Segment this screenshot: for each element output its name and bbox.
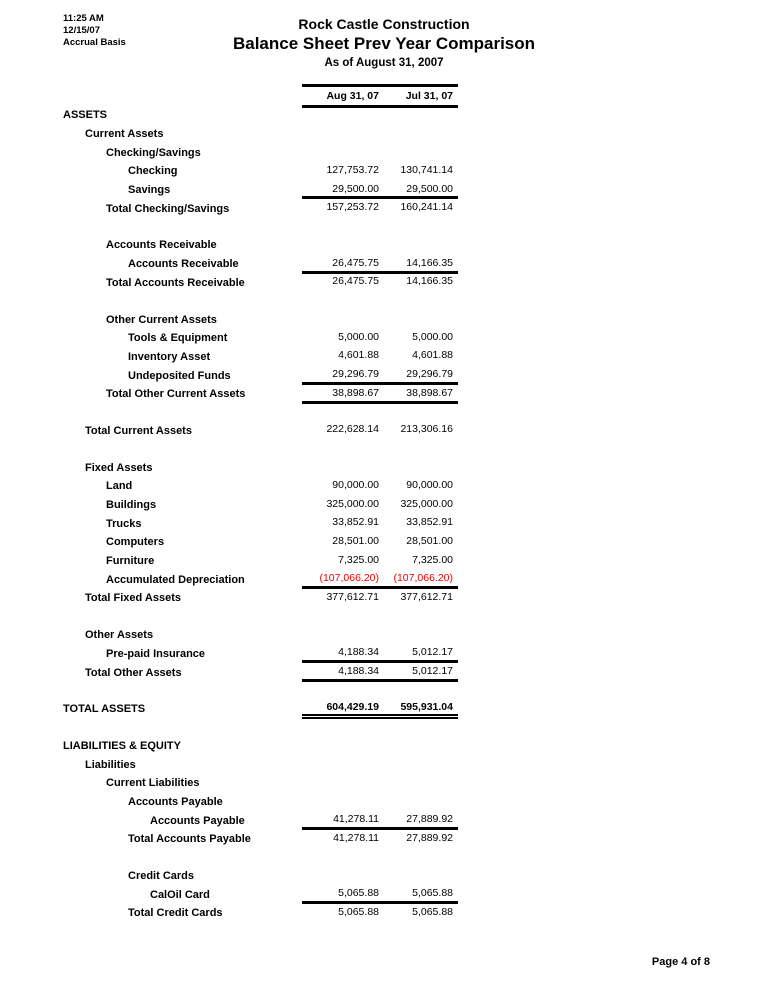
report-title: Balance Sheet Prev Year Comparison [232,34,536,54]
report-row [0,496,768,515]
row-values [302,645,458,664]
row-value-jul: 5,065.88 [412,905,453,918]
row-value-aug: 38,898.67 [332,386,379,399]
report-row [0,663,768,682]
row-value-aug: 5,000.00 [338,330,379,343]
report-subtitle: As of August 31, 2007 [324,56,444,69]
row-value-jul: 5,012.17 [412,646,453,659]
report-date: 12/15/07 [63,25,100,36]
row-label: Total Other Assets [85,666,182,679]
report-row [0,589,768,608]
row-values [302,236,458,255]
row-value-aug: 33,852.91 [332,516,379,529]
row-label: Computers [106,536,165,549]
row-value-jul: 14,166.35 [406,256,453,269]
report-row [0,626,768,645]
row-value-jul: 27,889.92 [406,831,453,844]
row-values [302,310,458,329]
row-value-jul: 28,501.00 [406,534,453,547]
row-label: Checking [128,165,178,178]
row-value-aug: 90,000.00 [332,478,379,491]
row-values [302,199,458,218]
row-label: Accounts Receivable [128,258,239,271]
row-values [302,125,458,144]
row-label: Pre-paid Insurance [106,647,206,660]
report-row [0,885,768,904]
row-values [302,663,458,682]
row-label: Total Accounts Payable [128,833,251,846]
row-values [302,162,458,181]
report-row [0,755,768,774]
row-value-aug: 41,278.11 [333,813,379,826]
row-values [302,885,458,904]
row-label: Accounts Payable [150,814,245,827]
row-value-aug: 26,475.75 [332,256,379,269]
report-row [0,514,768,533]
report-row [0,570,768,589]
row-value-aug: 604,429.19 [326,700,379,713]
report-row [0,255,768,274]
row-values [302,255,458,274]
page-indicator: Page 4 of 8 [651,956,710,968]
row-value-aug: 7,325.00 [338,553,379,566]
report-row [0,552,768,571]
row-label: Tools & Equipment [128,332,228,345]
row-values [302,904,458,923]
report-row [0,162,768,181]
row-value-jul: 90,000.00 [406,478,453,491]
row-value-aug: 325,000.00 [326,497,379,510]
column-label-aug: Aug 31, 07 [326,90,379,102]
row-value-jul: 5,000.00 [412,330,453,343]
report-row [0,737,768,756]
row-values [302,570,458,589]
report-row [0,904,768,923]
column-header [302,84,458,108]
row-value-jul: 595,931.04 [400,700,453,713]
row-value-jul: 5,065.88 [412,887,453,900]
row-label: Accounts Payable [128,795,223,808]
row-label: Fixed Assets [85,461,153,474]
report-row [0,533,768,552]
report-row [0,793,768,812]
row-label: Undeposited Funds [128,369,231,382]
row-value-jul: 27,889.92 [406,813,453,826]
row-values [302,589,458,608]
row-value-aug: 4,188.34 [338,646,379,659]
row-values [302,793,458,812]
report-basis: Accrual Basis [63,37,126,48]
row-value-jul: 213,306.16 [400,423,453,436]
row-values [302,366,458,385]
report-row [0,477,768,496]
row-value-jul: 325,000.00 [400,497,453,510]
report-row [0,125,768,144]
row-values [302,755,458,774]
row-values [302,274,458,293]
row-label: Accumulated Depreciation [106,573,245,586]
report-row [0,310,768,329]
report-row [0,830,768,849]
report-row [0,645,768,664]
row-label: LIABILITIES & EQUITY [63,739,181,752]
row-label: Buildings [106,499,157,512]
row-label: Total Credit Cards [128,907,223,920]
row-label: Checking/Savings [106,146,201,159]
row-value-aug: 222,628.14 [326,423,379,436]
report-row [0,106,768,125]
row-label: Inventory Asset [128,350,211,363]
row-values [302,329,458,348]
report-row [0,867,768,886]
report-row [0,329,768,348]
row-values [302,700,458,719]
report-row [0,458,768,477]
row-values [302,477,458,496]
row-values [302,143,458,162]
row-values [302,348,458,367]
row-values [302,811,458,830]
row-values [302,496,458,515]
report-time: 11:25 AM [63,13,104,24]
row-label: Trucks [106,517,142,530]
row-label: Land [106,480,133,493]
row-value-aug: 4,188.34 [338,665,379,678]
row-label: Liabilities [85,758,136,771]
row-value-jul: 7,325.00 [412,553,453,566]
company-name: Rock Castle Construction [298,16,470,32]
row-label: Total Checking/Savings [106,202,230,215]
report-row [0,385,768,404]
report-row [0,811,768,830]
row-label: Accounts Receivable [106,239,217,252]
report-row [0,348,768,367]
row-value-aug: 41,278.11 [333,831,379,844]
row-label: Current Liabilities [106,777,200,790]
report-row [0,143,768,162]
report-row [0,199,768,218]
row-values [302,737,458,756]
row-value-jul: 5,012.17 [412,665,453,678]
row-value-jul: (107,066.20) [393,572,453,585]
row-value-aug: 377,612.71 [326,590,379,603]
row-values [302,552,458,571]
row-values [302,626,458,645]
row-value-jul: 29,500.00 [406,182,453,195]
report-row [0,236,768,255]
row-label: Credit Cards [128,870,195,883]
row-label: Total Accounts Receivable [106,276,245,289]
row-value-aug: 28,501.00 [332,534,379,547]
column-label-jul: Jul 31, 07 [405,90,453,102]
row-label: Total Current Assets [85,424,192,437]
row-value-aug: 127,753.72 [326,163,379,176]
row-value-jul: 14,166.35 [406,275,453,288]
row-values [302,385,458,404]
row-label: CalOil Card [150,888,210,901]
row-value-aug: 4,601.88 [338,349,379,362]
row-label: TOTAL ASSETS [63,703,146,716]
row-value-aug: 29,500.00 [332,182,379,195]
row-value-jul: 130,741.14 [400,163,453,176]
row-value-jul: 160,241.14 [400,201,453,214]
row-label: Furniture [106,555,155,568]
row-value-aug: (107,066.20) [319,572,379,585]
report-row [0,774,768,793]
row-value-jul: 29,296.79 [406,368,453,381]
report-row [0,366,768,385]
row-values [302,774,458,793]
row-value-jul: 377,612.71 [400,590,453,603]
row-value-jul: 38,898.67 [406,386,453,399]
row-label: Other Assets [85,629,154,642]
row-values [302,106,458,125]
report-row [0,422,768,441]
row-label: Total Other Current Assets [106,388,246,401]
row-value-aug: 5,065.88 [338,905,379,918]
row-value-jul: 4,601.88 [412,349,453,362]
row-value-jul: 33,852.91 [406,516,453,529]
row-label: Current Assets [85,128,164,141]
row-value-aug: 26,475.75 [332,275,379,288]
row-values [302,533,458,552]
row-value-aug: 29,296.79 [332,368,379,381]
row-value-aug: 5,065.88 [338,887,379,900]
row-values [302,514,458,533]
row-value-aug: 157,253.72 [326,201,379,214]
row-values [302,458,458,477]
row-label: Savings [128,184,171,197]
report-rows [0,106,768,923]
report-row [0,700,768,719]
row-values [302,422,458,441]
title-block [0,16,768,70]
row-label: Total Fixed Assets [85,592,181,605]
row-label: ASSETS [63,109,108,122]
row-label: Other Current Assets [106,313,217,326]
row-values [302,830,458,849]
row-values [302,181,458,200]
report-row [0,181,768,200]
report-row [0,274,768,293]
row-values [302,867,458,886]
